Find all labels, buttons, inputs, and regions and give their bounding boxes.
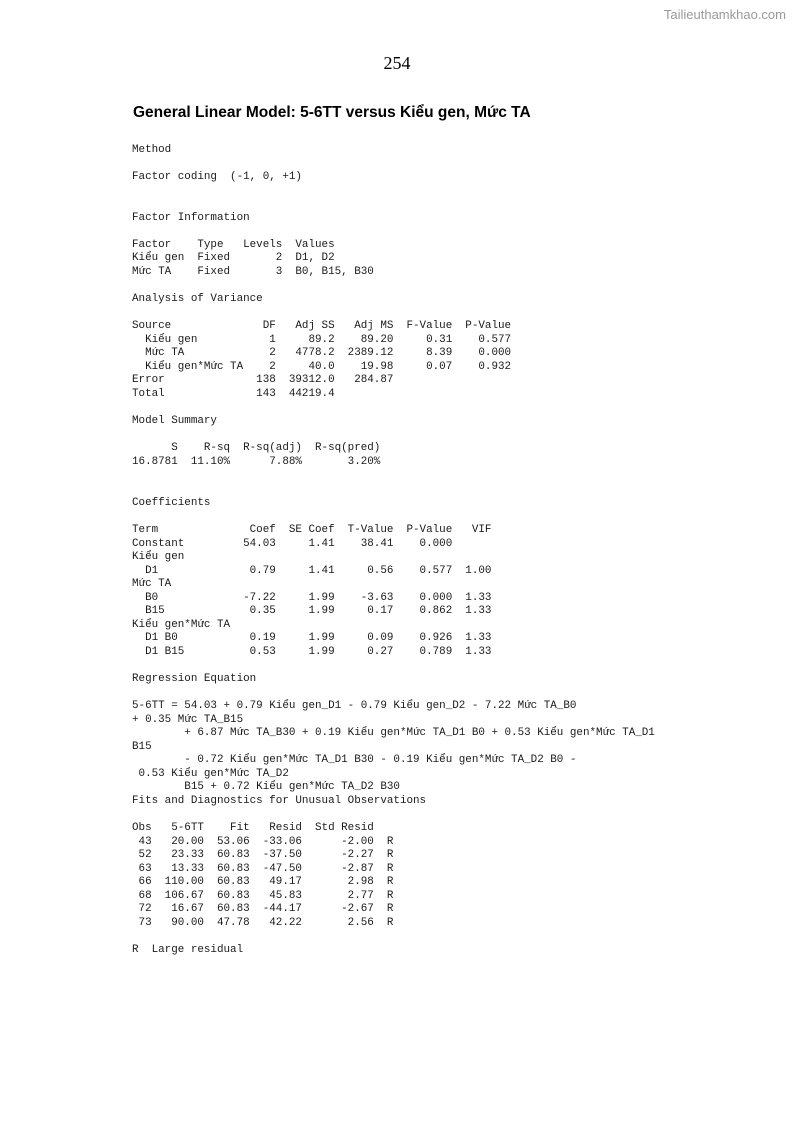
output-line: D1 0.79 1.41 0.56 0.577 1.00 [132, 565, 492, 577]
page-title: General Linear Model: 5-6TT versus Kiểu gen, Mức TA [133, 104, 531, 121]
output-line: 66 110.00 60.83 49.17 2.98 R [132, 876, 394, 888]
watermark: Tailieuthamkhao.com [663, 7, 786, 22]
output-line: B15 + 0.72 Kiểu gen*Mức TA_D2 B30 [132, 781, 400, 793]
output-line: - 0.72 Kiểu gen*Mức TA_D1 B30 - 0.19 Kiểu gen*Mức TA_D2 B0 - [132, 754, 577, 766]
output-line: Obs 5-6TT Fit Resid Std Resid [132, 822, 374, 834]
output-line: 43 20.00 53.06 -33.06 -2.00 R [132, 836, 394, 848]
output-line: S R-sq R-sq(adj) R-sq(pred) [132, 442, 381, 454]
output-line: Kiểu gen [132, 551, 185, 563]
output-line: Factor Type Levels Values [132, 239, 335, 251]
output-line: Kiểu gen 1 89.2 89.20 0.31 0.577 [132, 334, 512, 346]
output-line: Term Coef SE Coef T-Value P-Value VIF [132, 524, 492, 536]
output-line: + 0.35 Mức TA_B15 [132, 714, 244, 726]
output-line: B15 [132, 741, 152, 753]
output-line: Coefficients [132, 497, 211, 509]
output-line: R Large residual [132, 944, 244, 956]
output-line: Mức TA 2 4778.2 2389.12 8.39 0.000 [132, 347, 512, 359]
output-line: Fits and Diagnostics for Unusual Observations [132, 795, 427, 807]
output-line: B15 0.35 1.99 0.17 0.862 1.33 [132, 605, 492, 617]
output-line: 72 16.67 60.83 -44.17 -2.67 R [132, 903, 394, 915]
output-line: Total 143 44219.4 [132, 388, 335, 400]
output-line: 0.53 Kiểu gen*Mức TA_D2 [132, 768, 289, 780]
output-line: B0 -7.22 1.99 -3.63 0.000 1.33 [132, 592, 492, 604]
output-line: Source DF Adj SS Adj MS F-Value P-Value [132, 320, 512, 332]
output-line: D1 B0 0.19 1.99 0.09 0.926 1.33 [132, 632, 492, 644]
output-line: 73 90.00 47.78 42.22 2.56 R [132, 917, 394, 929]
output-line: 68 106.67 60.83 45.83 2.77 R [132, 890, 394, 902]
output-line: Analysis of Variance [132, 293, 263, 305]
output-line: Error 138 39312.0 284.87 [132, 374, 394, 386]
output-line: 5-6TT = 54.03 + 0.79 Kiểu gen_D1 - 0.79 Kiểu gen_D2 - 7.22 Mức TA_B0 [132, 700, 577, 712]
output-line: D1 B15 0.53 1.99 0.27 0.789 1.33 [132, 646, 492, 658]
output-line: Constant 54.03 1.41 38.41 0.000 [132, 538, 453, 550]
output-line: 16.8781 11.10% 7.88% 3.20% [132, 456, 381, 468]
output-line: Kiểu gen*Mức TA [132, 619, 231, 631]
output-line: 63 13.33 60.83 -47.50 -2.87 R [132, 863, 394, 875]
output-line: Mức TA Fixed 3 B0, B15, B30 [132, 266, 374, 278]
output-line: Method [132, 144, 172, 156]
output-line: 52 23.33 60.83 -37.50 -2.27 R [132, 849, 394, 861]
output-line: Factor Information [132, 212, 250, 224]
output-line: Mức TA [132, 578, 172, 590]
page-number: 254 [383, 53, 411, 73]
output-line: Factor coding (-1, 0, +1) [132, 171, 302, 183]
output-line: Regression Equation [132, 673, 257, 685]
output-line: + 6.87 Mức TA_B30 + 0.19 Kiểu gen*Mức TA_D1 B0 + 0.53 Kiểu gen*Mức TA_D1 [132, 727, 655, 739]
output-line: Model Summary [132, 415, 217, 427]
output-line: Kiểu gen*Mức TA 2 40.0 19.98 0.07 0.932 [132, 361, 512, 373]
output-line: Kiểu gen Fixed 2 D1, D2 [132, 252, 335, 264]
